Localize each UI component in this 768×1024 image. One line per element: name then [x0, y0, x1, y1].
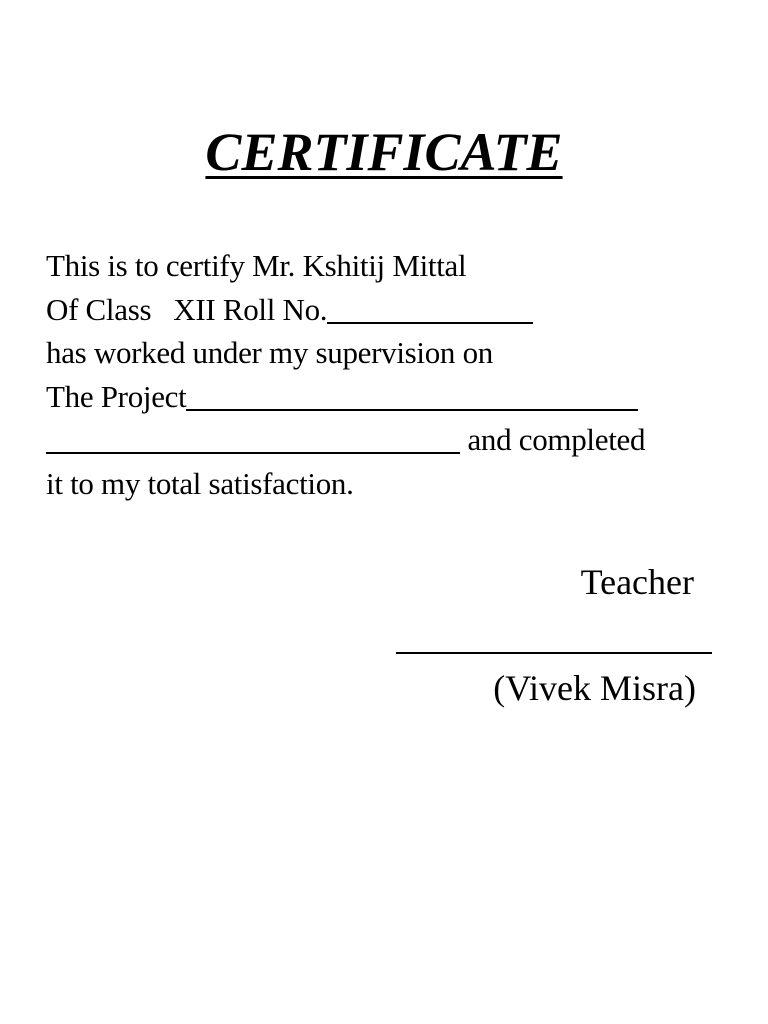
body-line-3: [46, 331, 736, 375]
certificate-title-text: CERTIFICATE: [205, 122, 563, 182]
class-roll-text: XII Roll No.: [173, 291, 328, 327]
class-label: Of Class: [46, 291, 152, 327]
signature-line: [396, 652, 712, 654]
signatory-role: Teacher: [580, 562, 694, 602]
certificate-body: [46, 244, 736, 505]
body-line-5: [46, 418, 736, 462]
project-label: The Project: [46, 378, 187, 414]
signatory-name: (Vivek Misra): [493, 668, 696, 708]
satisfaction-text: it to my total satisfaction.: [46, 465, 354, 501]
project-name-blank: [186, 383, 638, 411]
completed-text: and completed: [467, 422, 646, 457]
project-name-blank-continued: [46, 426, 460, 454]
body-line-2: [46, 288, 736, 332]
body-line-1: [46, 244, 736, 288]
certificate-title: [0, 120, 768, 184]
body-line-4: [46, 375, 736, 419]
certify-text: This is to certify Mr. Kshitij Mittal: [46, 248, 467, 283]
body-line-6: [46, 462, 736, 506]
roll-number-blank: [327, 296, 533, 324]
supervision-text: has worked under my supervision on: [46, 335, 493, 370]
